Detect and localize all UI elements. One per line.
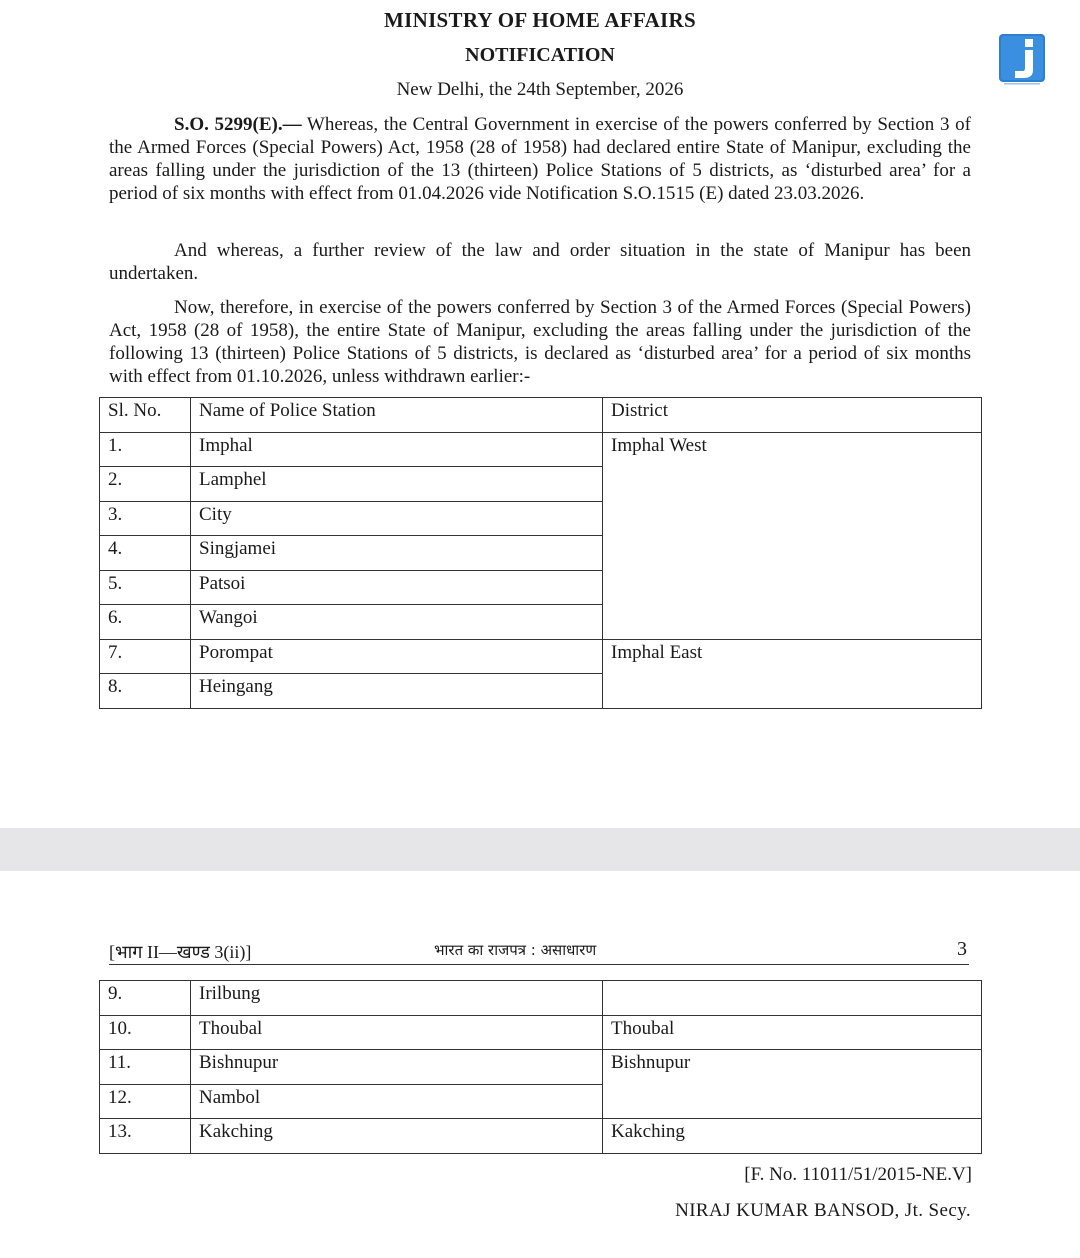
district: Bishnupur	[603, 1050, 982, 1119]
paragraph-now-therefore-text: Now, therefore, in exercise of the powers conferred by Section 3 of the Armed Forces (Special Powers) Act, 1958 (28 of 1958), the entire State of Manipur, excluding the areas falling under the jurisdiction of the following 13 (thirteen) Police Stations of 5 districts, is declared as ‘disturbed area’ for a period of six months with effect from 01.10.2026, unless withdrawn earlier:-	[109, 297, 971, 387]
j-logo-icon	[998, 32, 1046, 86]
police-station: Bishnupur	[191, 1050, 603, 1085]
sl-no: 4.	[100, 536, 191, 571]
notification-title: NOTIFICATION	[465, 44, 615, 66]
district: Thoubal	[603, 1015, 982, 1050]
police-station: Porompat	[191, 639, 603, 674]
page-number: 3	[957, 938, 967, 960]
police-station: Wangoi	[191, 605, 603, 640]
page-break-band	[0, 828, 1080, 871]
table-row	[100, 639, 982, 674]
place-date: New Delhi, the 24th September, 2026	[396, 79, 684, 100]
sl-no: 3.	[100, 501, 191, 536]
paragraph-whereas-text: Whereas, the Central Government in exercise of the powers conferred by Section 3 of the Armed Forces (Special Powers) Act, 1958 (28 of 1958) had declared entire State of Manipur, excluding the areas falling under the jurisdiction of the 13 (thirteen) Police Stations of 5 districts, as ‘disturbed area’ for a period of six months with effect from 01.04.2026 vide Notification S.O.1515 (E) dated 23.03.2026.	[109, 114, 971, 204]
district: Kakching	[603, 1119, 982, 1154]
ministry-title: MINISTRY OF HOME AFFAIRS	[384, 8, 696, 32]
paragraph-now-therefore	[109, 296, 971, 388]
sl-no: 2.	[100, 467, 191, 502]
so-number: S.O. 5299(E).—	[174, 114, 302, 135]
police-station: Heingang	[191, 674, 603, 709]
sl-no: 11.	[100, 1050, 191, 1085]
table-row	[100, 1119, 982, 1154]
header-sl-no: Sl. No.	[100, 398, 191, 433]
table-row	[100, 432, 982, 467]
police-station: Singjamei	[191, 536, 603, 571]
running-head-section: [भाग II—खण्ड 3(ii)]	[109, 942, 252, 962]
police-station: Lamphel	[191, 467, 603, 502]
sl-no: 7.	[100, 639, 191, 674]
file-number: [F. No. 11011/51/2015-NE.V]	[744, 1164, 972, 1185]
police-station: Thoubal	[191, 1015, 603, 1050]
police-station: Kakching	[191, 1119, 603, 1154]
running-head-gazette: भारत का राजपत्र : असाधारण	[434, 941, 597, 959]
table-row	[100, 981, 982, 1016]
paragraph-and-whereas-text: And whereas, a further review of the law and order situation in the state of Manipur has been undertaken.	[109, 240, 971, 284]
police-station: Imphal	[191, 432, 603, 467]
police-station-table-part1	[99, 397, 982, 709]
table-row	[100, 1050, 982, 1085]
sl-no: 9.	[100, 981, 191, 1016]
district: Imphal West	[603, 432, 982, 639]
police-station: City	[191, 501, 603, 536]
district	[603, 981, 982, 1016]
sl-no: 1.	[100, 432, 191, 467]
police-station: Patsoi	[191, 570, 603, 605]
header-police-station: Name of Police Station	[191, 398, 603, 433]
table-row	[100, 1015, 982, 1050]
police-station: Nambol	[191, 1084, 603, 1119]
header-district: District	[603, 398, 982, 433]
table-header-row	[100, 398, 982, 433]
paragraph-and-whereas	[109, 239, 971, 285]
sl-no: 5.	[100, 570, 191, 605]
police-station-table-part2	[99, 980, 982, 1154]
sl-no: 12.	[100, 1084, 191, 1119]
district: Imphal East	[603, 639, 982, 708]
running-head	[109, 938, 969, 965]
paragraph-whereas	[109, 113, 971, 205]
sl-no: 6.	[100, 605, 191, 640]
signatory: NIRAJ KUMAR BANSOD, Jt. Secy.	[675, 1200, 971, 1221]
sl-no: 13.	[100, 1119, 191, 1154]
sl-no: 8.	[100, 674, 191, 709]
police-station: Irilbung	[191, 981, 603, 1016]
sl-no: 10.	[100, 1015, 191, 1050]
